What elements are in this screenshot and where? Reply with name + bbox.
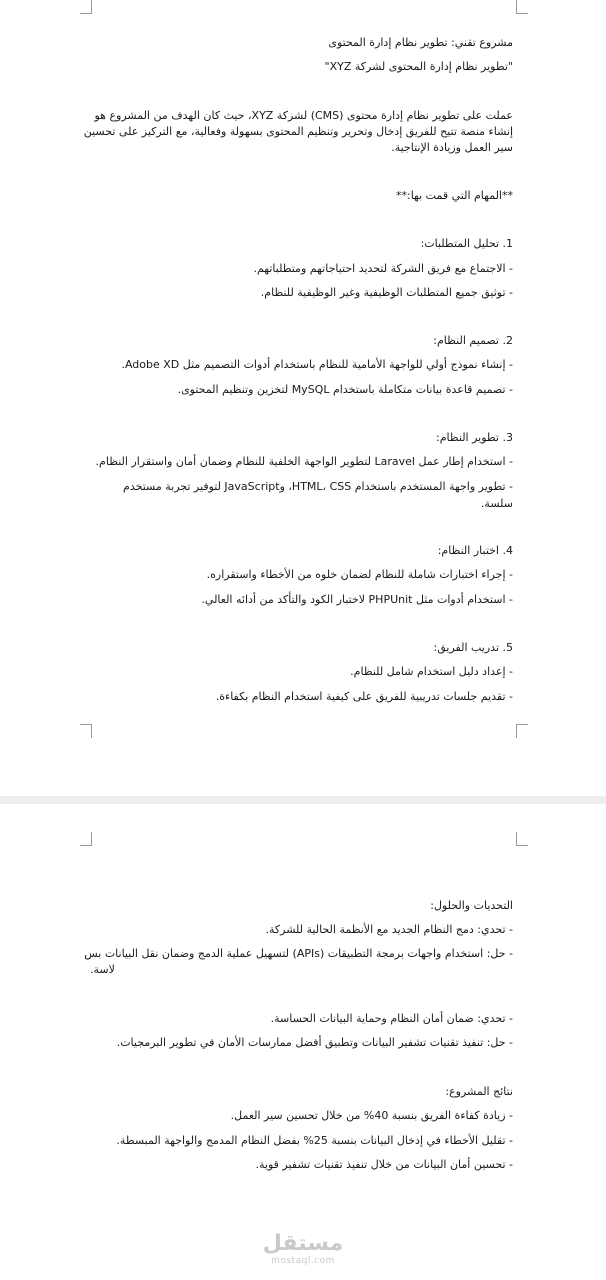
section-heading: 3. تطوير النظام: [435,431,513,444]
list-item: - إعداد دليل استخدام شامل للنظام. [350,665,513,678]
section-heading: 5. تدريب الفريق: [433,641,513,654]
page-corner-mark [516,832,528,846]
intro-line: إنشاء منصة تتيح للفريق إدخال وتحرير وتنظيم المحتوى بسهولة وفعالية، مع التركيز على تحسين [83,125,513,138]
document-page-2 [0,804,606,1280]
watermark-arabic: مستقل [262,1231,344,1256]
page-separator [0,796,606,804]
list-item: - إنشاء نموذج أولي للواجهة الأمامية للنظام باستخدام أدوات التصميم مثل Adobe XD. [121,358,513,371]
solution-item: لاسة. [90,963,115,976]
list-item: - استخدام أدوات مثل PHPUnit لاختبار الكود والتأكد من أدائه العالي. [201,593,513,606]
project-subtitle: "تطوير نظام إدارة المحتوى لشركة XYZ" [324,60,513,73]
mostaql-watermark-logo [258,1232,348,1268]
list-item: - توثيق جميع المتطلبات الوظيفية وغير الوظيفية للنظام. [260,286,513,299]
list-item: - استخدام إطار عمل Laravel لتطوير الواجهة الخلفية للنظام وضمان أمان واستقرار النظام. [95,455,513,468]
list-item: - إجراء اختبارات شاملة للنظام لضمان خلوه من الأخطاء واستقراره. [206,568,513,581]
challenge-item: - تحدي: ضمان أمان النظام وحماية البيانات الحساسة. [270,1012,513,1025]
page-corner-mark [516,0,528,14]
list-item: - تقديم جلسات تدريبية للفريق على كيفية استخدام النظام بكفاءة. [215,690,513,703]
intro-line: سير العمل وزيادة الإنتاجية. [391,141,513,154]
page-corner-mark [80,724,92,738]
solution-item: - حل: استخدام واجهات برمجة التطبيقات (APIs) لتسهيل عملية الدمج وضمان نقل البيانات بس [84,947,513,960]
challenge-item: - تحدي: دمج النظام الجديد مع الأنظمة الحالية للشركة. [265,923,513,936]
page-corner-mark [80,832,92,846]
result-item: - تقليل الأخطاء في إدخال البيانات بنسبة 25% بفضل النظام المدمج والواجهة المبسطة. [116,1134,513,1147]
list-item: - تصميم قاعدة بيانات متكاملة باستخدام MySQL لتخزين وتنظيم المحتوى. [177,383,513,396]
project-title: مشروع تقني: تطوير نظام إدارة المحتوى [328,36,513,49]
list-item: - الاجتماع مع فريق الشركة لتحديد احتياجاتهم ومتطلباتهم. [253,262,513,275]
solution-item: - حل: تنفيذ تقنيات تشفير البيانات وتطبيق أفضل ممارسات الأمان في تطوير البرمجيات. [116,1036,513,1049]
section-heading: 2. تصميم النظام: [433,334,513,347]
page-corner-mark [516,724,528,738]
challenges-heading: التحديات والحلول: [430,899,513,912]
intro-line: عملت على تطوير نظام إدارة محتوى (CMS) لشركة XYZ، حيث كان الهدف من المشروع هو [94,109,513,122]
watermark-latin: mostaql.com [271,1256,335,1266]
section-heading: 4. اختبار النظام: [437,544,513,557]
result-item: - زيادة كفاءة الفريق بنسبة 40% من خلال تحسين سير العمل. [230,1109,513,1122]
results-heading: نتائج المشروع: [445,1085,513,1098]
list-item: - تطوير واجهة المستخدم باستخدام HTML، CSS، وJavaScript لتوفير تجربة مستخدم [123,480,513,493]
page-corner-mark [80,0,92,14]
tasks-heading: **المهام التي قمت بها:** [396,189,513,202]
list-item: سلسة. [480,497,513,510]
result-item: - تحسين أمان البيانات من خلال تنفيذ تقنيات تشفير قوية. [255,1158,513,1171]
section-heading: 1. تحليل المتطلبات: [420,237,513,250]
